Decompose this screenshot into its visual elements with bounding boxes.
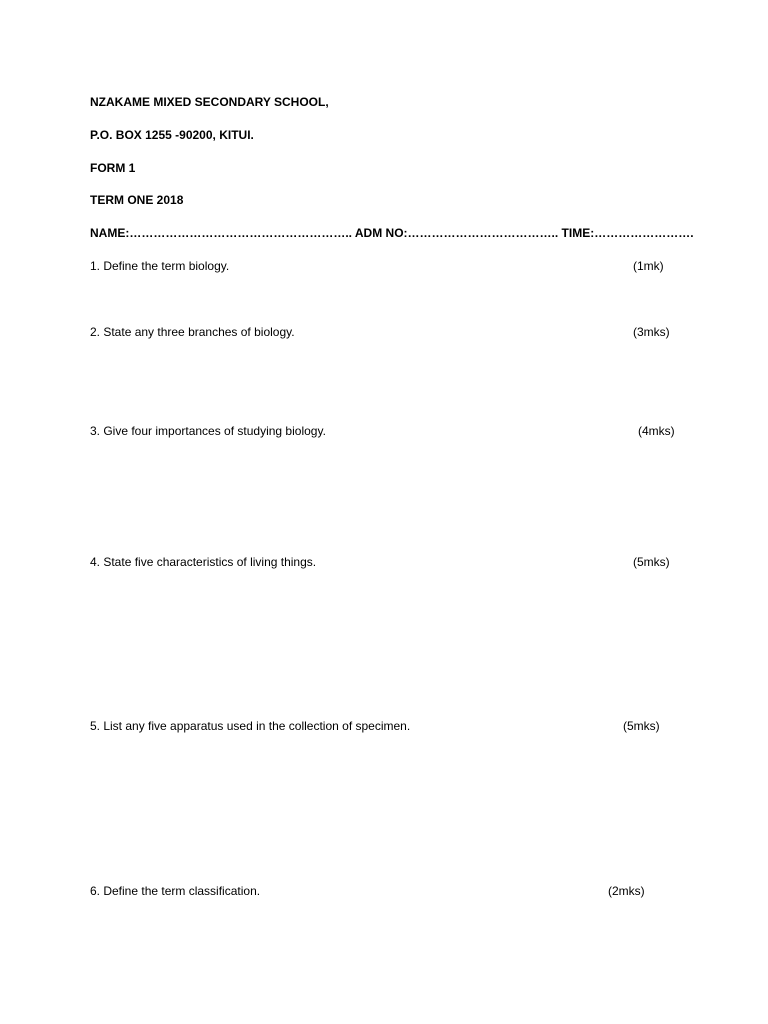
school-name: NZAKAME MIXED SECONDARY SCHOOL, bbox=[90, 95, 329, 109]
question-2-text: 2. State any three branches of biology. bbox=[90, 325, 295, 339]
question-5-marks: (5mks) bbox=[623, 719, 660, 733]
question-6-marks: (2mks) bbox=[608, 884, 645, 898]
question-1-marks: (1mk) bbox=[633, 259, 664, 273]
form-label: FORM 1 bbox=[90, 161, 136, 175]
question-3-text: 3. Give four importances of studying biology. bbox=[90, 424, 326, 438]
school-address: P.O. BOX 1255 -90200, KITUI. bbox=[90, 128, 254, 142]
term-label: TERM ONE 2018 bbox=[90, 193, 184, 207]
question-4-text: 4. State five characteristics of living things. bbox=[90, 555, 317, 569]
question-5-text: 5. List any five apparatus used in the collection of specimen. bbox=[90, 719, 411, 733]
student-details-line: NAME:……………………………………………….. ADM NO:……………………………….. TIME:……………………. bbox=[90, 226, 694, 240]
question-6-text: 6. Define the term classification. bbox=[90, 884, 261, 898]
question-4-marks: (5mks) bbox=[633, 555, 670, 569]
question-1-text: 1. Define the term biology. bbox=[90, 259, 230, 273]
question-2-marks: (3mks) bbox=[633, 325, 670, 339]
question-3-marks: (4mks) bbox=[638, 424, 675, 438]
